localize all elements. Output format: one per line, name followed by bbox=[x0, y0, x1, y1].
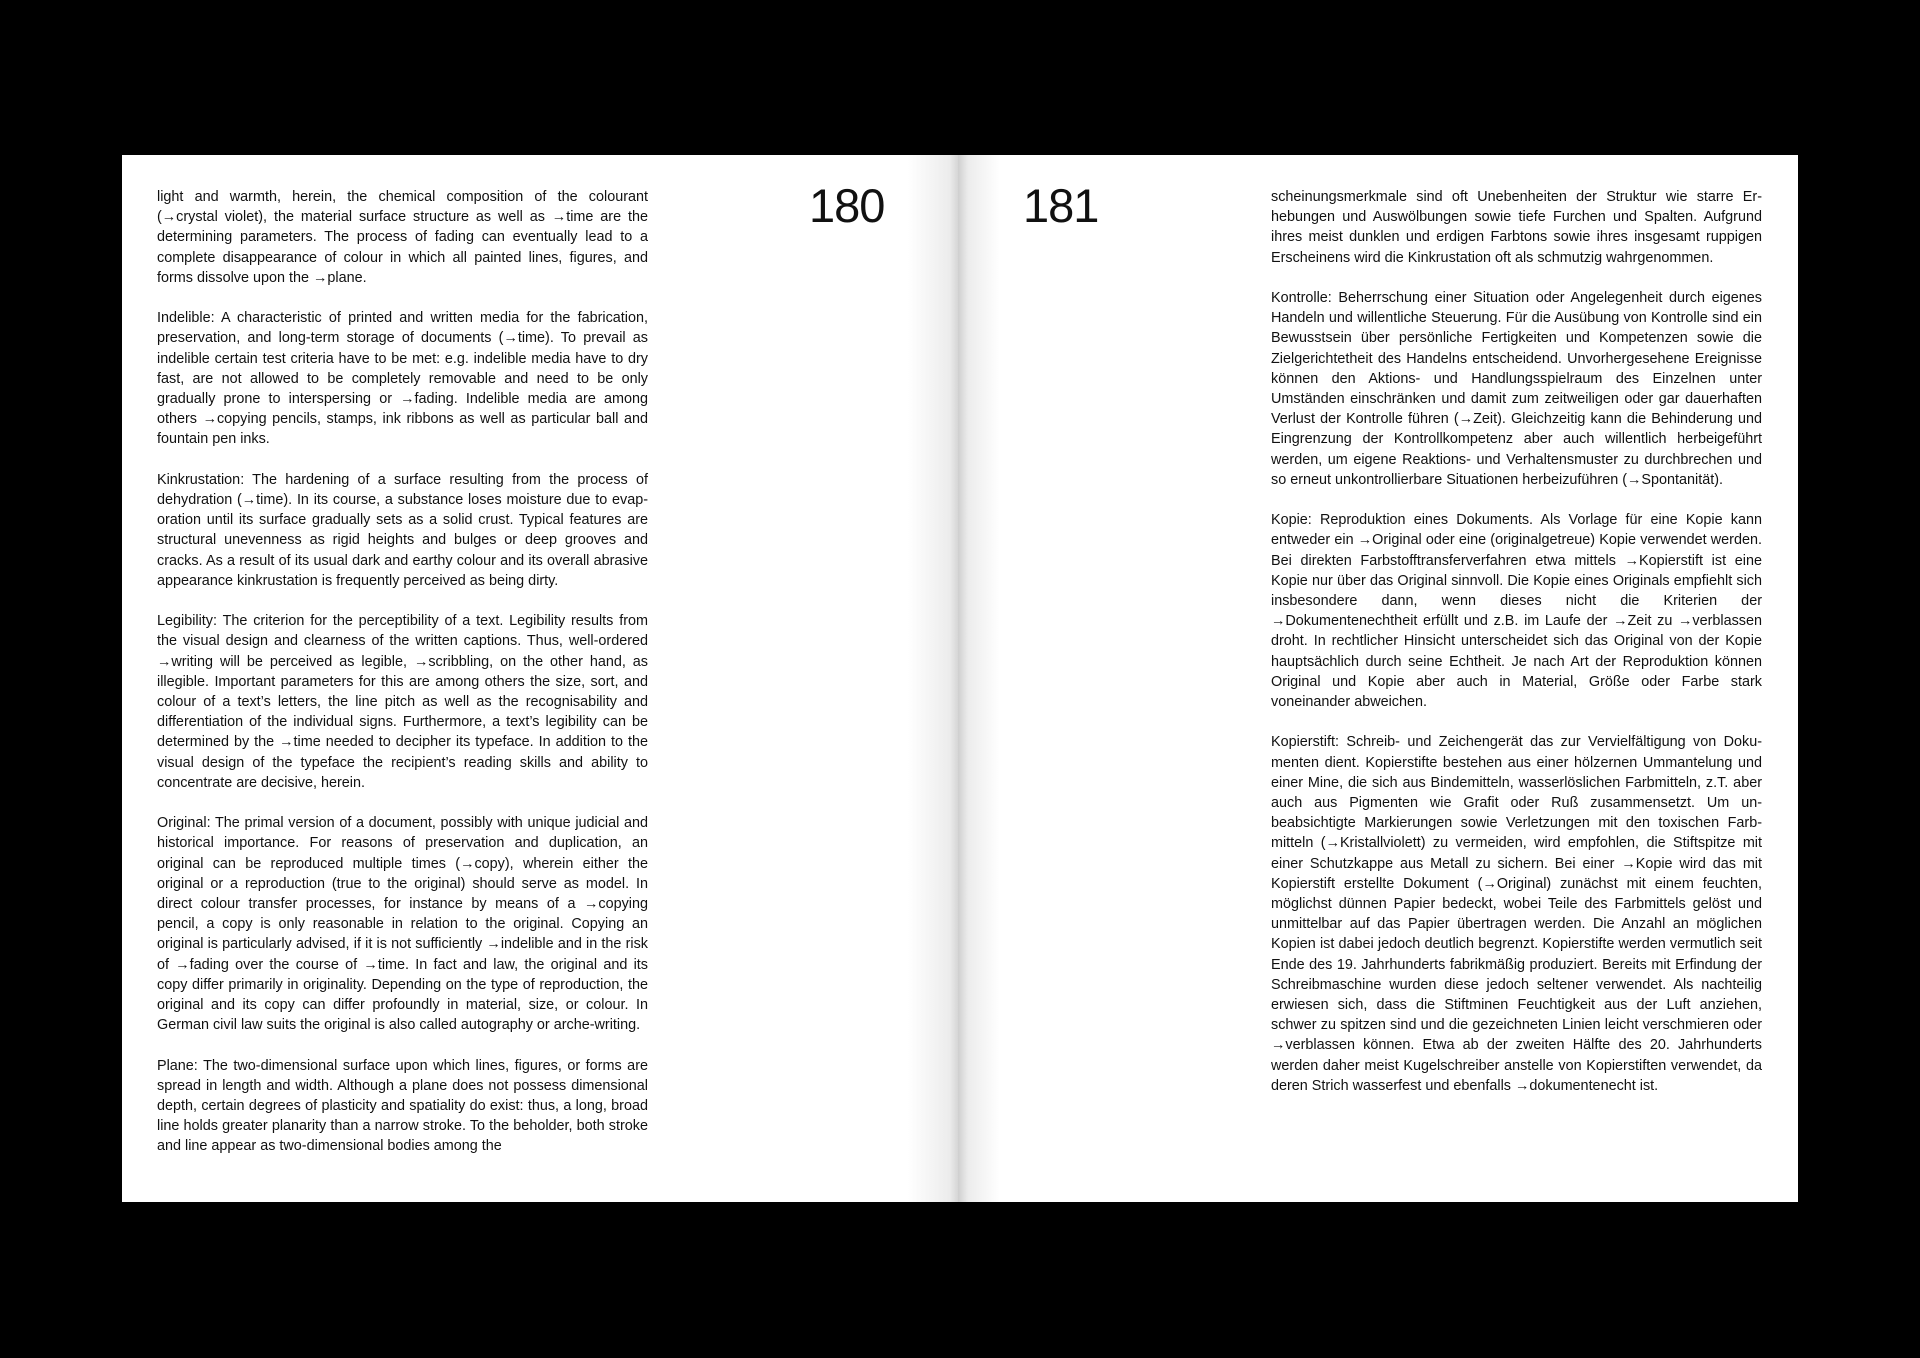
right-page-text-column bbox=[1271, 187, 1762, 1096]
right-paragraph: Kopie: Reproduktion eines Dokuments. Als Vorlage für eine Kopie kann entweder ein →Original oder eine (originalgetreue) Kopie verwendet werden. Bei direkten Farbstofftransferverfahren etwa mittels →Kopierstift ist eine Kopie nur über das Original sinnvoll. Die Kopie eines Originals empfiehlt sich insbesondere dann, wenn dieses nicht die Kriterien der →Dokumentenechtheit erfüllt und z.B. im Laufe der →Zeit zu →verblassen droht. In rechtlicher Hinsicht unterscheidet sich das Original von der Kopie hauptsächlich durch seine Echtheit. Je nach Art der Reproduktion können Original und Kopie aber auch in Material, Größe oder Farbe stark voneinander abweichen. bbox=[1271, 512, 1762, 711]
right-paragraph: Kontrolle: Beherrschung einer Situation oder Angelegenheit durch eigenes Handeln und willentliche Steuerung. Für die Ausübung von Kontrolle sind ein Bewusstsein über persönliche Fertigkeiten und Kompetenzen sowie die Zielgerichtetheit des Handelns entscheidend. Unvorhergesehene Ereignisse können den Aktions- und Handlungsspielraum des Einzelnen unter Umständen einschränken und damit zum zeitweiligen oder gar dauerhaften Verlust der Kontrolle führen (→Zeit). Gleichzeitig kann die Behinderung und Eingrenzung der Kontrollkompetenz aber auch willentlich herbeigeführt werden, um eigene Reaktions- und Verhaltensmuster zu durchbrechen und so erneut unkontrollierbare Situationen herbeizuführen (→Spontanität). bbox=[1271, 290, 1762, 488]
right-paragraph: scheinungsmerkmale sind oft Unebenheiten der Struktur wie starre Erhebungen und Auswölbungen sowie tiefe Furchen und Spalten. Aufgrund ihres meist dunklen und erdigen Farbtons sowie ihres insgesamt ruppigen Erscheinens wird die Kinkrustation oft als schmutzig wahrgenommen. bbox=[1271, 189, 1762, 266]
left-paragraph: Legibility: The criterion for the perceptibility of a text. Legibility results from the visual design and clearness of the written captions. Thus, well-ordered →writing will be perceived as legible, →scribbling, on the other hand, as illegible. Important parameters for this are among others the size, sort, and colour of a text’s letters, the line pitch as well as the recognisability and differentiation of the individual signs. Furthermore, a text’s legibility can be determined by the →time needed to decipher its typeface. In addition to the visual design of the typeface the recipient’s reading skills and ability to concentrate are decisive, herein. bbox=[157, 613, 648, 791]
left-paragraph: Plane: The two-dimensional surface upon which lines, figures, or forms are spread in length and width. Although a plane does not possess dimensional depth, certain degrees of plasticity and spatiality do exist: thus, a long, broad line holds greater planarity than a narrow stroke. To the beholder, both stroke and line appear as two-dimensional bodies among the bbox=[157, 1057, 648, 1155]
left-paragraph: Indelible: A characteristic of printed and written media for the fabrication, preservation, and long-term storage of documents (→time). To prevail as indelible certain test criteria have to be met: e.g. indelible media have to dry fast, are not allowed to be completely removable and need to be only gradually prone to interspersing or →fading. Indelible media are among others →copying pencils, stamps, ink ribbons as well as particular ball and fountain pen inks. bbox=[157, 310, 648, 448]
left-paragraph: Original: The primal version of a document, possibly with unique judicial and historical importance. For reasons of preservation and duplication, an original can be reproduced multiple times (→copy), wherein either the original or a reproduction (true to the original) should serve as model. In direct colour transfer processes, for instance by means of a →copying pencil, a copy is only reasonable in relation to the original. Copying an original is particularly advised, if it is not sufficiently →indelible and in the risk of →fading over the course of →time. In fact and law, the original and its copy differ primarily in originality. Depending on the type of reproduction, the original and its copy can differ profoundly in material, size, or colour. In German civil law suits the original is also called autography or arche-writing. bbox=[157, 815, 648, 1034]
left-page-text-column bbox=[157, 187, 648, 1157]
left-paragraph: light and warmth, herein, the chemical composition of the colourant (→crystal violet), the material surface structure as well as →time are the determining parameters. The process of fading can eventually lead to a complete disappearance of colour in which all painted lines, figures, and forms dissolve upon the →plane. bbox=[157, 189, 648, 286]
left-page bbox=[122, 155, 958, 1202]
left-paragraph: Kinkrustation: The hardening of a surface resulting from the process of dehydration (→time). In its course, a substance loses moisture due to evaporation until its surface gradually sets as a solid crust. Typical features are structural unevenness as rigid heights and bulges or deep grooves and cracks. As a result of its usual dark and earthy colour and its overall abrasive appearance kinkrustation is frequently perceived as being dirty. bbox=[157, 471, 648, 589]
right-paragraph: Kopierstift: Schreib- und Zeichengerät das zur Vervielfältigung von Dokumenten dient. Kopierstifte bestehen aus einer hölzernen Ummantelung und einer Mine, die sich aus Bindemitteln, wasserlöslichen Farbmitteln, z.T. aber auch aus Pigmenten wie Grafit oder Ruß zusammensetzt. Um unbeabsichtigte Markierungen sowie Verletzungen mit den toxischen Farbmitteln (→Kristallviolett) zu vermeiden, wird empfohlen, die Stiftspitze mit einer Schutzkappe aus Metall zu sichern. Bei einer →Kopie wird das mit Kopierstift erstellte Dokument (→Original) zunächst mit einem feuchten, möglichst dünnen Papier bedeckt, wobei Teile des Farbmittels gelöst und unmittelbar auf das Papier übertragen werden. Die Anzahl an möglichen Kopien ist dabei jedoch deutlich begrenzt. Kopierstifte werden vermutlich seit Ende des 19. Jahrhunderts fabrikmäßig produziert. Bereits mit Erfindung der Schreibmaschine wurden diese jedoch seltener verwendet. Als nachteilig erwiesen sich, dass die Stiftminen Feuchtigkeit aus der Luft anziehen, schwer zu spitzen sind und die gezeichneten Linien leicht verschmieren oder →verblassen können. Etwa ab der zweiten Hälfte des 20. Jahrhunderts werden daher meist Kugelschreiber anstelle von Kopierstiften verwendet, da deren Strich wasserfest und ebenfalls →dokumentenecht ist. bbox=[1271, 734, 1762, 1094]
page-number-right: 181 bbox=[1023, 179, 1099, 232]
book-spread bbox=[122, 155, 1798, 1202]
page-number-left: 180 bbox=[809, 179, 885, 232]
right-page bbox=[958, 155, 1798, 1202]
